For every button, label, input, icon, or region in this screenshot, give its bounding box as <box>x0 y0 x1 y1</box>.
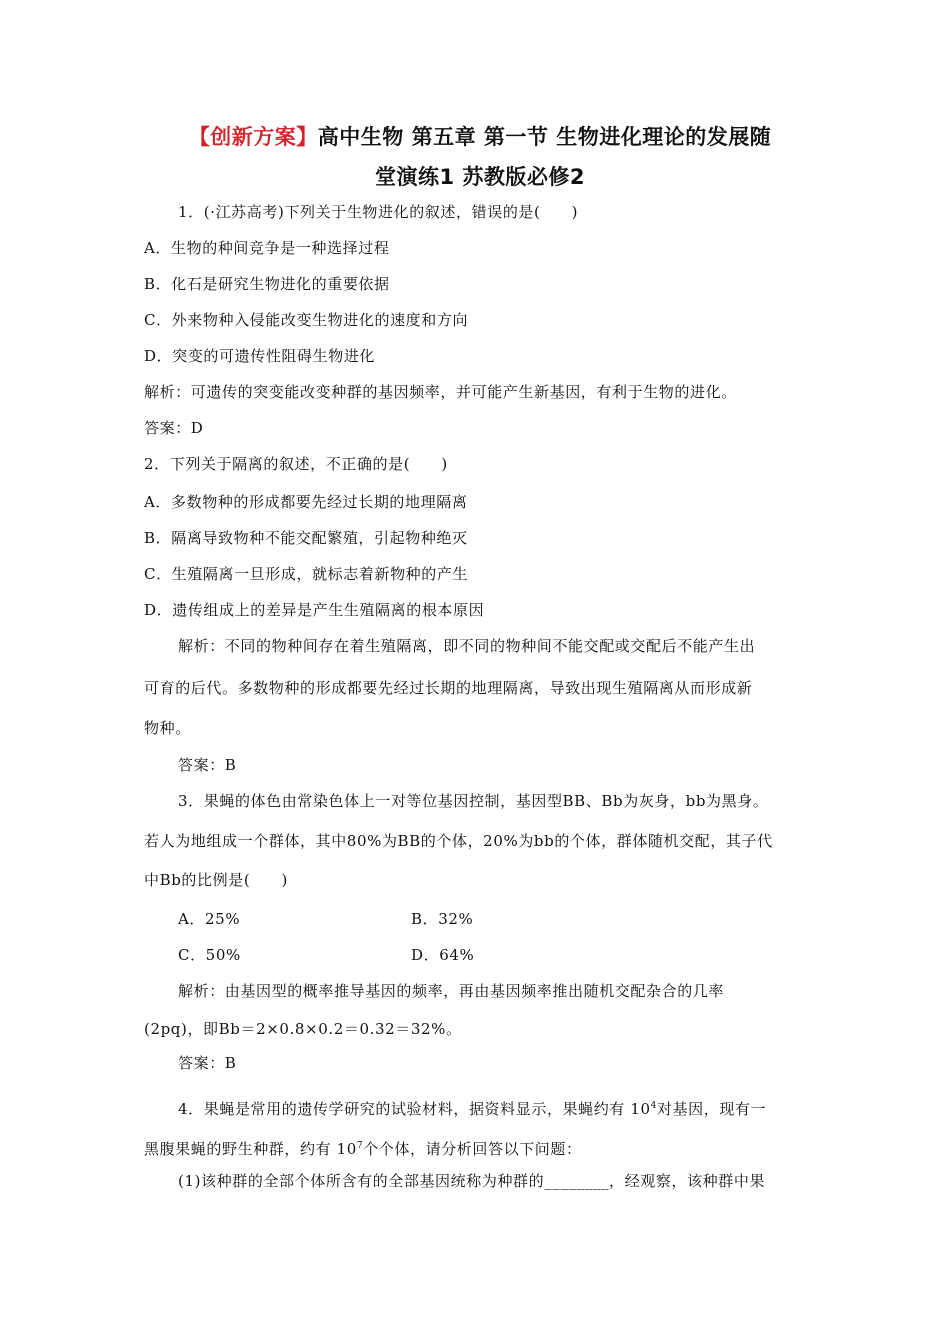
document-title-line1 <box>140 121 820 151</box>
q3-stem-line3: 中Bb的比例是( ) <box>144 871 288 889</box>
q2-option-b: B．隔离导致物种不能交配繁殖，引起物种绝灭 <box>144 529 468 547</box>
q4-stem-line1 <box>178 1095 766 1120</box>
q3-answer: 答案：B <box>178 1054 237 1072</box>
q3-stem-line2: 若人为地组成一个群体，其中80%为BB的个体，20%为bb的个体，群体随机交配，其子代 <box>144 832 773 850</box>
q4-exponent-1: 4 <box>650 1101 657 1111</box>
q4-stem-line2 <box>144 1135 582 1160</box>
q4-stem-line2-post: 个个体，请分析回答以下问题： <box>363 1140 582 1158</box>
q4-stem-line2-pre: 黑腹果蝇的野生种群，约有 10 <box>144 1140 357 1158</box>
q3-option-c: C．50% <box>178 946 241 964</box>
q3-option-b: B．32% <box>411 910 474 928</box>
q3-analysis-line2: (2pq)，即Bb＝2×0.8×0.2＝0.32＝32%。 <box>144 1020 462 1038</box>
q2-stem: 2．下列关于隔离的叙述，不正确的是( ) <box>144 455 448 473</box>
title-brand: 【创新方案】 <box>188 125 318 149</box>
q4-exponent-2: 7 <box>356 1141 364 1151</box>
document-title-line2: 堂演练1 苏教版必修2 <box>374 165 586 189</box>
q3-option-a: A．25% <box>178 910 241 928</box>
q1-option-a: A．生物的种间竞争是一种选择过程 <box>144 239 390 257</box>
q1-stem: 1．(·江苏高考)下列关于生物进化的叙述，错误的是( ) <box>178 203 579 221</box>
q2-option-c: C．生殖隔离一旦形成，就标志着新物种的产生 <box>144 565 469 583</box>
q3-stem-line1: 3．果蝇的体色由常染色体上一对等位基因控制，基因型BB、Bb为灰身，bb为黑身。 <box>178 792 769 810</box>
q4-stem-line1-post: 对基因，现有一 <box>656 1100 767 1118</box>
q4-stem-line1-pre: 4．果蝇是常用的遗传学研究的试验材料，据资料显示，果蝇约有 10 <box>178 1100 651 1118</box>
q1-option-d: D．突变的可遗传性阻碍生物进化 <box>144 347 376 365</box>
q2-analysis-line3: 物种。 <box>144 719 191 737</box>
q3-option-d: D．64% <box>411 946 475 964</box>
q2-analysis-line1: 解析：不同的物种间存在着生殖隔离，即不同的物种间不能交配或交配后不能产生出 <box>178 637 756 655</box>
q1-option-b: B．化石是研究生物进化的重要依据 <box>144 275 390 293</box>
q4-sub1: (1)该种群的全部个体所含有的全部基因统称为种群的________，经观察，该种群中果 <box>178 1172 766 1190</box>
q1-analysis: 解析：可遗传的突变能改变种群的基因频率，并可能产生新基因，有利于生物的进化。 <box>144 383 737 401</box>
q2-option-d: D．遗传组成上的差异是产生生殖隔离的根本原因 <box>144 601 485 619</box>
q2-analysis-line2: 可育的后代。多数物种的形成都要先经过长期的地理隔离，导致出现生殖隔离从而形成新 <box>144 679 753 697</box>
q2-answer: 答案：B <box>178 756 237 774</box>
q1-option-c: C．外来物种入侵能改变生物进化的速度和方向 <box>144 311 469 329</box>
q1-answer: 答案：D <box>144 419 204 437</box>
title-text: 高中生物 第五章 第一节 生物进化理论的发展随 <box>317 125 772 149</box>
q3-analysis-line1: 解析：由基因型的概率推导基因的频率，再由基因频率推出随机交配杂合的几率 <box>178 982 725 1000</box>
q2-option-a: A．多数物种的形成都要先经过长期的地理隔离 <box>144 493 468 511</box>
